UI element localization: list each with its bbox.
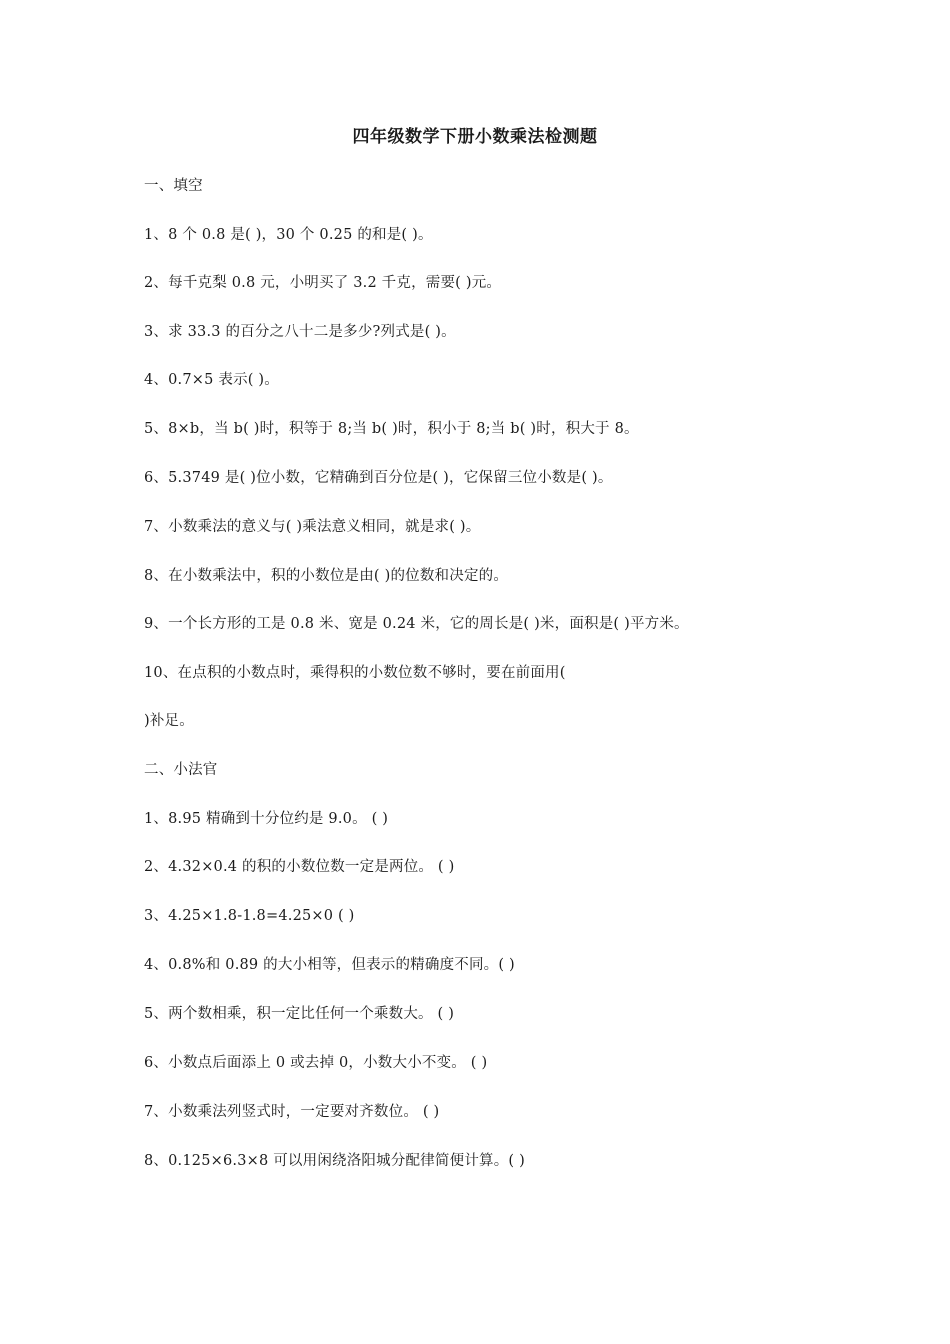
judge-item-3: 3、4.25×1.8-1.8=4.25×0 ( ) [144,908,355,924]
fill-blank-item-10: 10、在点积的小数点时，乘得积的小数位数不够时，要在前面用( [144,665,566,681]
fill-blank-item-5: 5、8×b，当 b( )时，积等于 8;当 b( )时，积小于 8;当 b( )时，积大于 8。 [144,421,639,437]
fill-blank-item-9: 9、一个长方形的工是 0.8 米、宽是 0.24 米，它的周长是( )米，面积是( )平方米。 [144,616,689,632]
section-heading-fill-blank: 一、填空 [144,178,203,194]
judge-item-4: 4、0.8%和 0.89 的大小相等，但表示的精确度不同。( ) [144,957,515,973]
judge-item-7: 7、小数乘法列竖式时，一定要对齐数位。 ( ) [144,1104,440,1120]
judge-item-6: 6、小数点后面添上 0 或去掉 0，小数大小不变。 ( ) [144,1055,488,1071]
fill-blank-item-10-continued: )补足。 [144,713,194,729]
judge-item-5: 5、两个数相乘，积一定比任何一个乘数大。 ( ) [144,1006,455,1022]
judge-item-2: 2、4.32×0.4 的积的小数位数一定是两位。 ( ) [144,859,455,875]
fill-blank-item-1: 1、8 个 0.8 是( )，30 个 0.25 的和是( )。 [144,227,433,243]
fill-blank-item-6: 6、5.3749 是( )位小数，它精确到百分位是( )，它保留三位小数是( )。 [144,470,613,486]
fill-blank-item-4: 4、0.7×5 表示( )。 [144,372,279,388]
section-heading-judge: 二、小法官 [144,762,218,778]
fill-blank-item-7: 7、小数乘法的意义与( )乘法意义相同，就是求( )。 [144,519,481,535]
document-title: 四年级数学下册小数乘法检测题 [352,127,598,147]
fill-blank-item-8: 8、在小数乘法中，积的小数位是由( )的位数和决定的。 [144,568,509,584]
fill-blank-item-2: 2、每千克梨 0.8 元，小明买了 3.2 千克，需要( )元。 [144,275,502,291]
judge-item-1: 1、8.95 精确到十分位约是 9.0。 ( ) [144,811,389,827]
judge-item-8: 8、0.125×6.3×8 可以用闲绕洛阳城分配律简便计算。( ) [144,1153,525,1169]
fill-blank-item-3: 3、求 33.3 的百分之八十二是多少?列式是( )。 [144,324,456,340]
